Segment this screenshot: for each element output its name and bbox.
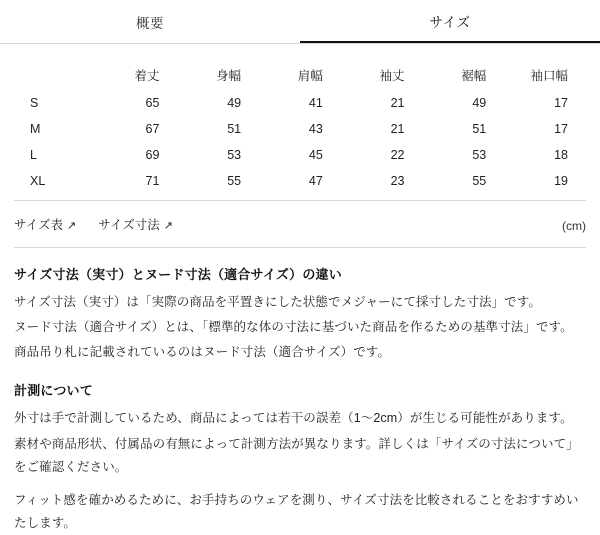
cell-l-sodeguchihaba: 18 bbox=[554, 148, 568, 162]
column-header-kitake: 着丈 bbox=[134, 69, 160, 83]
section-heading-measurement: 計測について bbox=[14, 383, 93, 399]
cell-l-mihaba: 53 bbox=[227, 148, 242, 162]
section-paragraph-5: 素材や商品形状、付属品の有無によって計測方法が異なります。詳しくは「サイズの寸法について」をご確認ください。 bbox=[14, 436, 579, 474]
column-header-sodeguchihaba: 袖口幅 bbox=[530, 69, 568, 83]
cell-l-sodetake: 22 bbox=[390, 148, 405, 162]
size-table-head bbox=[14, 44, 586, 90]
row-size-l: L bbox=[30, 148, 37, 162]
cell-s-sodeguchihaba: 17 bbox=[554, 96, 568, 110]
table-corner-cell bbox=[14, 44, 96, 90]
size-links-row bbox=[0, 201, 600, 233]
unit-label: (cm) bbox=[562, 219, 586, 233]
section-paragraph-1: サイズ寸法（実寸）は「実際の商品を平置きにした状態でメジャーにて採寸した寸法」です。 bbox=[14, 295, 541, 309]
size-table-body bbox=[14, 90, 586, 194]
external-link-icon: ↗ bbox=[163, 220, 173, 232]
tab-overview-label: 概要 bbox=[136, 15, 164, 31]
column-header-katahaba: 肩幅 bbox=[297, 69, 323, 83]
row-size-m: M bbox=[30, 122, 41, 136]
cell-xl-sodetake: 23 bbox=[390, 174, 405, 188]
cell-xl-susohaba: 55 bbox=[472, 174, 487, 188]
row-size-xl: XL bbox=[30, 174, 46, 188]
size-table-container bbox=[0, 44, 600, 194]
cell-l-susohaba: 53 bbox=[472, 148, 487, 162]
tab-size[interactable] bbox=[300, 0, 600, 43]
cell-s-sodetake: 21 bbox=[390, 96, 405, 110]
cell-m-sodetake: 21 bbox=[390, 122, 405, 136]
table-header-row bbox=[14, 44, 586, 90]
cell-s-kitake: 65 bbox=[145, 96, 160, 110]
size-measurement-link-label: サイズ寸法 bbox=[98, 218, 160, 232]
cell-m-katahaba: 43 bbox=[308, 122, 323, 136]
tab-overview[interactable] bbox=[0, 0, 300, 43]
cell-xl-mihaba: 55 bbox=[227, 174, 242, 188]
size-measurement-link[interactable] bbox=[98, 215, 173, 233]
external-link-icon: ↗ bbox=[67, 220, 77, 232]
cell-s-katahaba: 41 bbox=[308, 96, 323, 110]
size-chart-link-label: サイズ表 bbox=[14, 218, 64, 232]
column-header-sodetake: 袖丈 bbox=[379, 69, 405, 83]
cell-s-mihaba: 49 bbox=[227, 96, 242, 110]
cell-s-susohaba: 49 bbox=[472, 96, 487, 110]
cell-m-sodeguchihaba: 17 bbox=[554, 122, 568, 136]
section-paragraph-4: 外寸は手で計測しているため、商品によっては若干の誤差（1〜2cm）が生じる可能性があります。 bbox=[14, 411, 573, 426]
cell-xl-kitake: 71 bbox=[145, 174, 160, 188]
section-heading-difference: サイズ寸法（実寸）とヌード寸法（適合サイズ）の違い bbox=[14, 267, 342, 282]
size-chart-link[interactable] bbox=[14, 215, 76, 233]
row-size-s: S bbox=[30, 96, 39, 110]
cell-xl-sodeguchihaba: 19 bbox=[554, 174, 568, 188]
column-header-mihaba: 身幅 bbox=[216, 69, 242, 83]
tab-bar bbox=[0, 0, 600, 44]
section-divider bbox=[14, 247, 586, 248]
table-row bbox=[14, 142, 586, 168]
size-table bbox=[14, 44, 586, 194]
section-paragraph-6: フィット感を確かめるために、お手持ちのウェアを測り、サイズ寸法を比較されることをおすすめいたします。 bbox=[14, 492, 579, 530]
cell-l-katahaba: 45 bbox=[308, 148, 323, 162]
size-description bbox=[0, 264, 600, 535]
cell-m-susohaba: 51 bbox=[472, 122, 487, 136]
cell-l-kitake: 69 bbox=[145, 148, 160, 162]
tab-size-label: サイズ bbox=[429, 14, 471, 30]
section-paragraph-3: 商品吊り札に記載されているのはヌード寸法（適合サイズ）です。 bbox=[14, 345, 391, 360]
cell-m-mihaba: 51 bbox=[227, 122, 242, 136]
table-row bbox=[14, 90, 586, 116]
table-row bbox=[14, 168, 586, 194]
table-row bbox=[14, 116, 586, 142]
cell-m-kitake: 67 bbox=[145, 122, 160, 136]
cell-xl-katahaba: 47 bbox=[308, 174, 323, 188]
column-header-susohaba: 裾幅 bbox=[461, 69, 487, 83]
section-paragraph-2: ヌード寸法（適合サイズ）とは、「標準的な体の寸法に基づいた商品を作るための基準寸法」です。 bbox=[14, 320, 573, 335]
